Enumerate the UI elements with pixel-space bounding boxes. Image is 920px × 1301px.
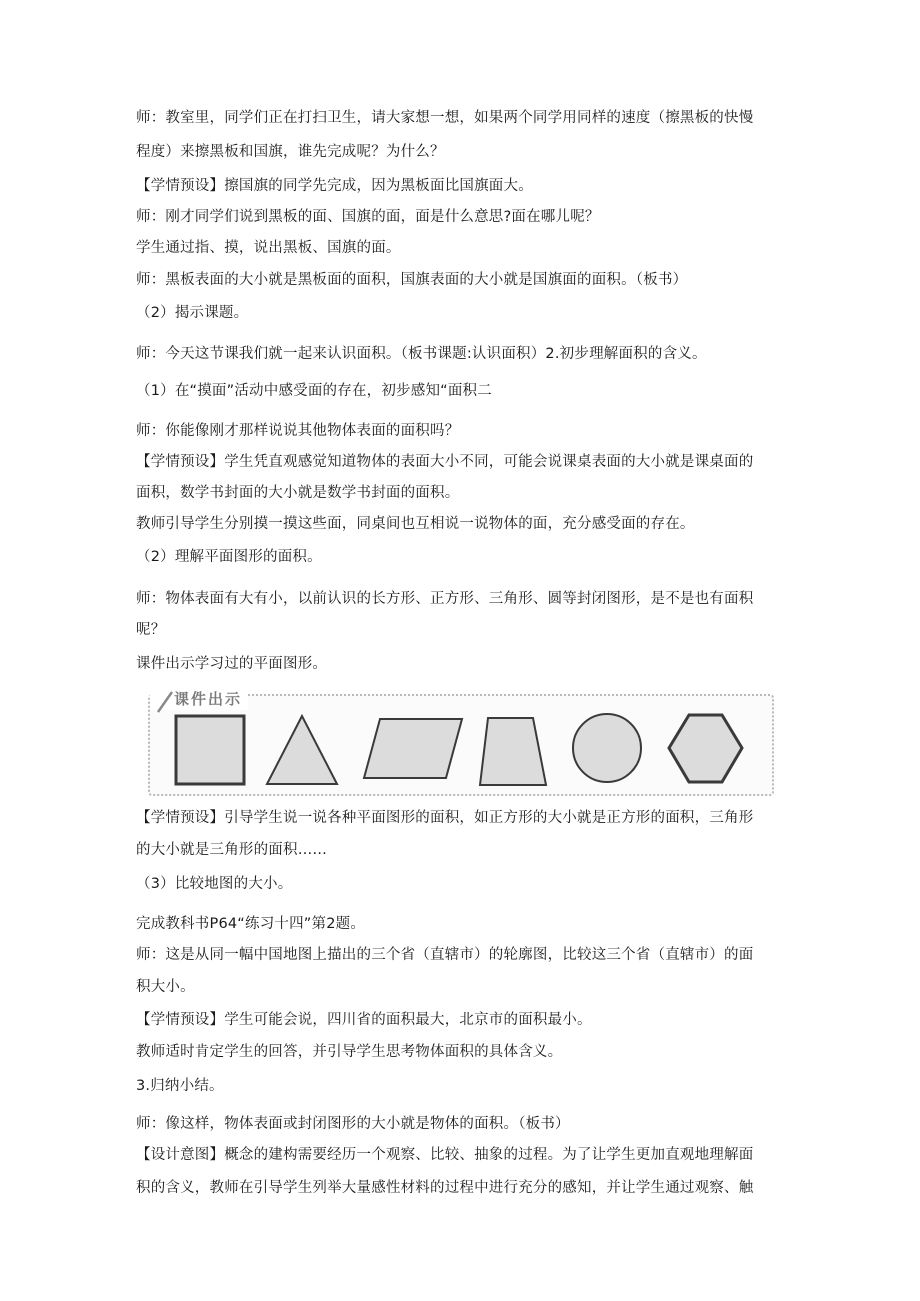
text-line: 的大小就是三角形的面积…… (136, 842, 328, 858)
text-line: 【学情预设】学生可能会说，四川省的面积最大，北京市的面积最小。 (136, 1012, 592, 1028)
text-line: 【学情预设】擦国旗的同学先完成，因为黑板面比国旗面大。 (136, 178, 533, 194)
parallelogram-shape (364, 719, 462, 778)
plane-shapes (148, 688, 772, 794)
triangle-shape (267, 716, 337, 784)
text-line: 师：这是从同一幅中国地图上描出的三个省（直辖市）的轮廓图，比较这三个省（直辖市）的面 (136, 947, 754, 963)
square-shape (176, 716, 244, 784)
trapezoid-shape (480, 718, 546, 785)
circle-shape (573, 714, 641, 782)
text-line: 师：物体表面有大有小，以前认识的长方形、正方形、三角形、圆等封闭图形，是不是也有面积 (136, 591, 754, 607)
text-line: （2）揭示课题。 (136, 305, 249, 321)
text-line: 积的含义，教师在引导学生列举大量感性材料的过程中进行充分的感知，并让学生通过观察、触 (136, 1180, 754, 1196)
hexagon-shape (669, 715, 742, 782)
text-line: 教师适时肯定学生的回答，并引导学生思考物体面积的具体含义。 (136, 1044, 563, 1060)
text-line: 师：像这样，物体表面或封闭图形的大小就是物体的面积。（板书） (136, 1116, 570, 1132)
figure-title: 课件出示 (174, 690, 243, 708)
text-line: 师：黑板表面的大小就是黑板面的面积，国旗表面的大小就是国旗面的面积。（板书） (136, 272, 688, 288)
text-line: 学生通过指、摸，说出黑板、国旗的面。 (136, 240, 401, 256)
text-line: 师：刚才同学们说到黑板的面、国旗的面，面是什么意思?面在哪儿呢？ (136, 209, 600, 225)
text-line: 积大小。 (136, 979, 195, 995)
text-line: （1）在“摸面”活动中感受面的存在，初步感知“面积二 (136, 383, 492, 399)
text-line: 师：教室里，同学们正在打扫卫生，请大家想一想，如果两个同学用同样的速度（擦黑板的快慢 (136, 110, 754, 126)
text-line: 呢？ (136, 622, 166, 638)
courseware-figure (148, 688, 772, 794)
text-line: 3.归纳小结。 (136, 1078, 224, 1094)
text-line: 【学情预设】学生凭直观感觉知道物体的表面大小不同，可能会说课桌表面的大小就是课桌面的 (136, 454, 754, 470)
text-line: （3）比较地图的大小。 (136, 876, 293, 892)
text-line: （2）理解平面图形的面积。 (136, 549, 322, 565)
text-line: 课件出示学习过的平面图形。 (136, 656, 328, 672)
text-line: 完成教科书P64“练习十四”第2题。 (136, 916, 366, 932)
text-line: 面积，数学书封面的大小就是数学书封面的面积。 (136, 485, 460, 501)
text-line: 师：今天这节课我们就一起来认识面积。（板书课题:认识面积）2.初步理解面积的含义。 (136, 346, 707, 362)
text-line: 【设计意图】概念的建构需要经历一个观察、比较、抽象的过程。为了让学生更加直观地理解面 (136, 1147, 754, 1163)
text-line: 程度）来擦黑板和国旗，谁先完成呢？为什么？ (136, 144, 445, 160)
text-line: 【学情预设】引导学生说一说各种平面图形的面积，如正方形的大小就是正方形的面积，三角形 (136, 810, 754, 826)
text-line: 教师引导学生分别摸一摸这些面，同桌间也互相说一说物体的面，充分感受面的存在。 (136, 516, 695, 532)
text-line: 师：你能像刚才那样说说其他物体表面的面积吗？ (136, 423, 460, 439)
